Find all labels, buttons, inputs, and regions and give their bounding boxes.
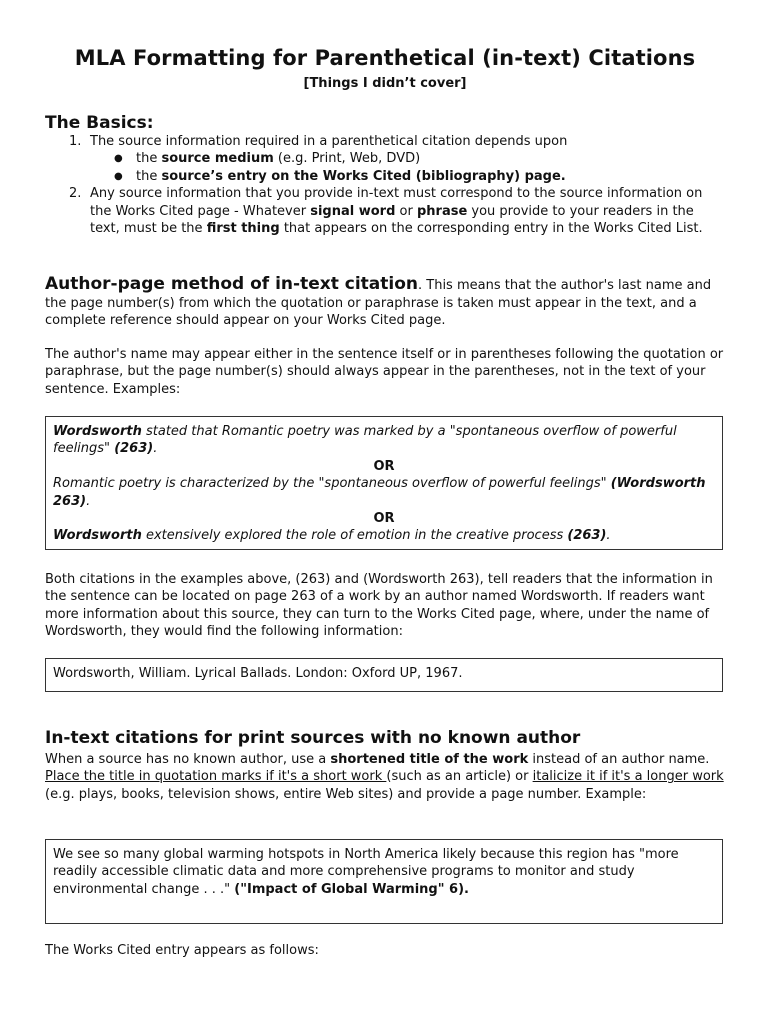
example-citation: ("Impact of Global Warming" 6). (234, 881, 469, 897)
bullet-source-medium (45, 150, 725, 167)
citations-explanation-paragraph: Both citations in the examples above, (263) and (Wordsworth 263), tell readers that the information in the sentence can be located on page 263 of a work by an author named Wordsworth. If readers want more information about this source, they can turn to the Works Cited page, where, under the name of Wordsworth, they would find the following information: (45, 572, 713, 640)
author-page-intro: . This means that the author's last name and the page number(s) from which the quotation or paraphrase is taken must appear in the text, and a complete reference should appear on your Works Cited page. (45, 278, 712, 329)
author-page-heading: Author-page method of in-text citation (45, 274, 418, 294)
author-page-section (45, 273, 725, 330)
bullet-icon: ● (114, 170, 123, 182)
example-text: stated that Romantic poetry was marked by a "spontaneous overflow of powerful feelings" (53, 424, 677, 457)
bold-phrase: phrase (416, 203, 468, 219)
page-subtitle: [Things I didn’t cover] (303, 76, 467, 91)
example-author: Wordsworth (53, 528, 142, 544)
bold-shortened-title: shortened title of the work (330, 752, 529, 767)
example-end: . (86, 493, 91, 509)
bullet-bold: source’s entry on the Works Cited (bibliography) page. (161, 168, 566, 184)
example-citation: (Wordsworth 263) (53, 476, 706, 509)
example-citation: (263) (114, 441, 154, 457)
works-cited-footer: The Works Cited entry appears as follows: (45, 943, 319, 958)
bullet-works-cited-entry (45, 168, 725, 185)
example-text: We see so many global warming hotspots in North America likely because this region has "more readily accessible climatic data and more comprehensive programs to monitor and study environmental change . . ." (53, 847, 679, 897)
bullet-text-tail: (e.g. Print, Web, DVD) (273, 151, 421, 167)
no-author-example-box (45, 839, 723, 924)
text: (e.g. plays, books, television shows, entire Web sites) and provide a page number. Example: (45, 786, 647, 802)
works-cited-entry: Wordsworth, William. Lyrical Ballads. London: Oxford UP, 1967. (53, 666, 463, 681)
example-end: . (606, 528, 611, 544)
item-text: that appears on the corresponding entry in the Works Cited List. (279, 221, 703, 237)
item-text: The source information required in a parenthetical citation depends upon (90, 134, 568, 149)
underlined-longer-work: italicize it if it's a longer work (532, 769, 724, 785)
example-3 (53, 527, 715, 544)
basics-item-1 (45, 133, 725, 150)
bullet-text: the (136, 151, 162, 167)
item-text: Any source information that you provide in-text must correspond to the source information on the Works Cited page - Whatever (90, 186, 703, 219)
example-1 (53, 423, 715, 458)
no-author-paragraph (45, 751, 725, 803)
examples-box (45, 416, 723, 550)
bold-signal-word: signal word (310, 203, 396, 219)
item-number: 1. (69, 134, 82, 149)
example-end: . (153, 441, 158, 457)
example-2 (53, 475, 715, 510)
basics-item-2 (45, 185, 725, 237)
text: When a source has no known author, use a (45, 752, 331, 767)
no-author-heading: In-text citations for print sources with no known author (45, 728, 581, 748)
item-text: you provide to your readers in the text, must be the (90, 203, 694, 237)
bullet-bold: source medium (161, 151, 274, 167)
example-text: Romantic poetry is characterized by the "spontaneous overflow of powerful feelings" (53, 476, 611, 492)
example-citation: (263) (567, 528, 607, 544)
example-text: extensively explored the role of emotion in the creative process (141, 528, 568, 544)
text: (such as an article) or (386, 769, 533, 785)
basics-heading: The Basics: (45, 113, 154, 133)
or-separator: OR (373, 458, 395, 474)
or-separator: OR (373, 511, 395, 527)
bold-first-thing: first thing (206, 221, 280, 237)
item-text: or (395, 203, 417, 219)
bullet-icon: ● (114, 153, 123, 165)
basics-list (45, 133, 725, 237)
bullet-text: the (136, 168, 162, 184)
underlined-short-work: Place the title in quotation marks if it's a short work (45, 769, 387, 785)
page-title: MLA Formatting for Parenthetical (in-text) Citations (74, 46, 696, 70)
example-author: Wordsworth (53, 424, 142, 439)
text: instead of an author name. (528, 752, 710, 767)
author-name-paragraph: The author's name may appear either in the sentence itself or in parentheses following the quotation or paraphrase, but the page number(s) should always appear in the parentheses, not in the text of your sentence. Examples: (45, 347, 724, 397)
item-number: 2. (69, 186, 82, 202)
works-cited-box (45, 658, 723, 692)
